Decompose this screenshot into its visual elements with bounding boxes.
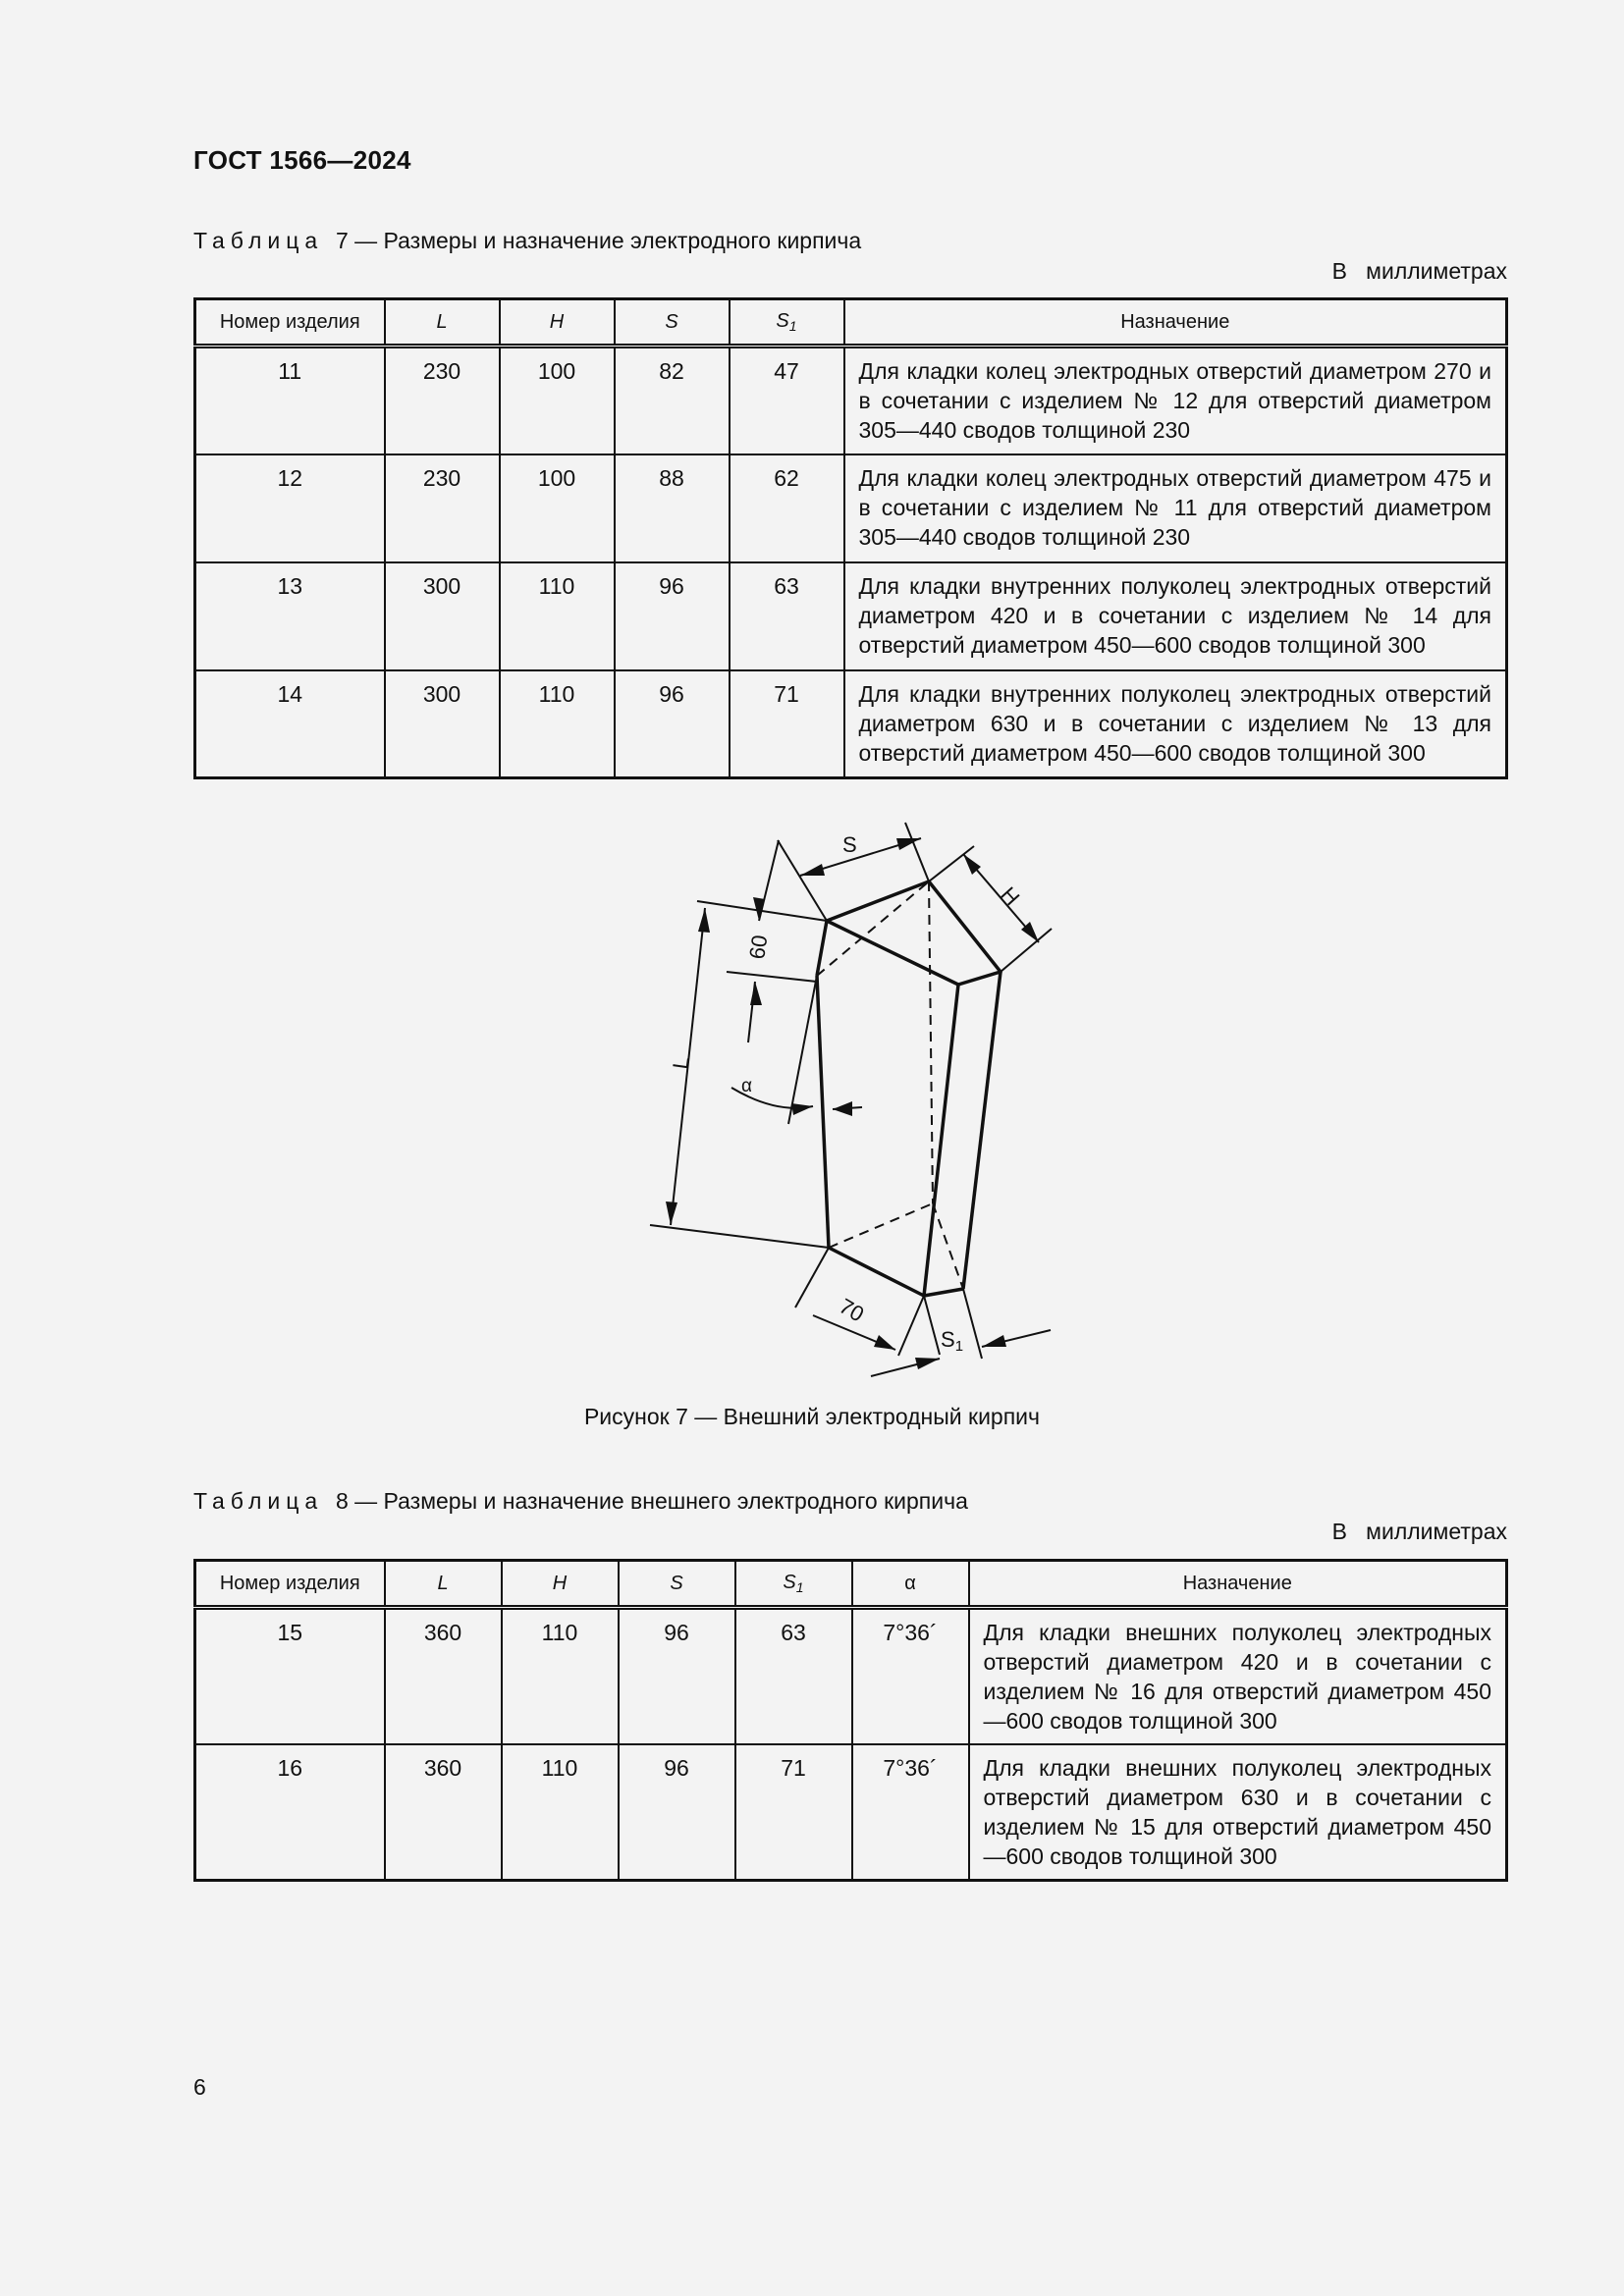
s1-sub: 1: [795, 1579, 804, 1595]
cell-L: 300: [385, 670, 500, 778]
cell-H: 110: [502, 1608, 619, 1745]
cell-purpose: Для кладки колец электродных отверстий диаметром 270 и в сочетании с изделием № 12 для отверстий диаметром 305—440 сводов толщиной 230: [844, 347, 1507, 454]
label-H: H: [996, 881, 1025, 911]
column-header-H: H: [502, 1561, 619, 1608]
arrowheads: [666, 838, 1039, 1369]
brick-left-edge: [817, 976, 829, 1248]
cell-L: 300: [385, 562, 500, 670]
label-S1: [941, 1327, 963, 1355]
cell-alpha: 7°36´: [852, 1608, 969, 1745]
cell-S1: 62: [730, 454, 844, 562]
page-number: 6: [193, 2074, 206, 2100]
cell-num: 16: [195, 1744, 385, 1881]
cell-L: 360: [385, 1608, 502, 1745]
cell-S1: 71: [730, 670, 844, 778]
hidden-edges: [817, 881, 963, 1289]
cell-S: 96: [615, 670, 730, 778]
table7: [193, 297, 1508, 779]
s1-base: S: [783, 1572, 796, 1593]
table7-caption-text: 7 — Размеры и назначение электродного кирпича: [335, 228, 862, 253]
cell-S1: 71: [735, 1744, 852, 1881]
cell-purpose: Для кладки внешних полуколец электродных отверстий диаметром 630 и в сочетании с изделием № 15 для отверстий диаметром 450—600 сводов толщиной 300: [969, 1744, 1507, 1881]
cell-L: 360: [385, 1744, 502, 1881]
table8-caption-word: Таблица: [193, 1488, 324, 1514]
column-header-num: Номер изделия: [195, 1561, 385, 1608]
table8-units: В миллиметрах: [1331, 1519, 1507, 1544]
cell-H: 110: [500, 562, 615, 670]
cell-S: 96: [619, 1608, 735, 1745]
table7-units: В миллиметрах: [1331, 258, 1507, 284]
table8-caption: [193, 1488, 968, 1515]
figure7-drawing: [589, 815, 1100, 1384]
document-header: ГОСТ 1566—2024: [193, 145, 411, 175]
column-header-L: L: [385, 1561, 502, 1608]
cell-S: 88: [615, 454, 730, 562]
label-70: 70: [835, 1293, 869, 1327]
cell-S: 82: [615, 347, 730, 454]
table7-caption-word: Таблица: [193, 228, 324, 253]
label-alpha: α: [741, 1076, 752, 1096]
column-header-S: S: [619, 1561, 735, 1608]
table-row: [195, 454, 1507, 562]
label-L: L: [668, 1055, 694, 1071]
label-S1-base: S: [941, 1327, 955, 1352]
brick-top-face: [827, 881, 1001, 985]
table-row: [195, 670, 1507, 778]
table7-caption: [193, 228, 861, 254]
column-header-num: Номер изделия: [195, 299, 385, 347]
column-header-S1: [730, 299, 844, 347]
cell-H: 100: [500, 347, 615, 454]
dimension-labels: [668, 832, 1024, 1355]
s1-base: S: [776, 310, 789, 332]
column-header-S: S: [615, 299, 730, 347]
table-row: [195, 1608, 1507, 1745]
column-header-alpha: α: [852, 1561, 969, 1608]
column-header-H: H: [500, 299, 615, 347]
column-header-S1: [735, 1561, 852, 1608]
brick-bottom-face: [829, 1248, 963, 1296]
label-S1-sub: 1: [954, 1338, 964, 1355]
cell-H: 100: [500, 454, 615, 562]
cell-H: 110: [500, 670, 615, 778]
column-header-purpose: Назначение: [969, 1561, 1507, 1608]
table-row: [195, 347, 1507, 454]
cell-purpose: Для кладки внутренних полуколец электродных отверстий диаметром 420 и в сочетании с изделием № 14 для отверстий диаметром 450—600 сводов толщиной 300: [844, 562, 1507, 670]
cell-num: 11: [195, 347, 385, 454]
cell-L: 230: [385, 347, 500, 454]
figure7-caption: Рисунок 7 — Внешний электродный кирпич: [583, 1404, 1041, 1429]
cell-purpose: Для кладки внешних полуколец электродных отверстий диаметром 420 и в сочетании с изделием № 16 для отверстий диаметром 450—600 сводов толщиной 300: [969, 1608, 1507, 1745]
table8-header-row: [195, 1561, 1507, 1608]
s1-sub: 1: [788, 318, 797, 334]
cell-num: 13: [195, 562, 385, 670]
dimension-lines: [650, 823, 1052, 1376]
table8: [193, 1559, 1508, 1882]
cell-S1: 63: [735, 1608, 852, 1745]
cell-H: 110: [502, 1744, 619, 1881]
label-S: S: [842, 832, 857, 857]
cell-L: 230: [385, 454, 500, 562]
table7-header-row: [195, 299, 1507, 347]
brick-outline: [817, 881, 1001, 1296]
cell-num: 12: [195, 454, 385, 562]
table8-caption-text: 8 — Размеры и назначение внешнего электродного кирпича: [335, 1488, 968, 1514]
cell-S: 96: [619, 1744, 735, 1881]
cell-alpha: 7°36´: [852, 1744, 969, 1881]
cell-num: 14: [195, 670, 385, 778]
label-60: 60: [744, 933, 773, 961]
column-header-L: L: [385, 299, 500, 347]
cell-purpose: Для кладки колец электродных отверстий диаметром 475 и в сочетании с изделием № 11 для отверстий диаметром 305—440 сводов толщиной 230: [844, 454, 1507, 562]
brick-right-edge: [963, 972, 1001, 1289]
cell-S1: 63: [730, 562, 844, 670]
column-header-purpose: Назначение: [844, 299, 1507, 347]
cell-purpose: Для кладки внутренних полуколец электродных отверстий диаметром 630 и в сочетании с изделием № 13 для отверстий диаметром 450—600 сводов толщиной 300: [844, 670, 1507, 778]
table-row: [195, 562, 1507, 670]
brick-front-edge: [924, 985, 958, 1296]
table-row: [195, 1744, 1507, 1881]
cell-num: 15: [195, 1608, 385, 1745]
cell-S1: 47: [730, 347, 844, 454]
cell-S: 96: [615, 562, 730, 670]
brick-top-edge: [817, 921, 827, 976]
